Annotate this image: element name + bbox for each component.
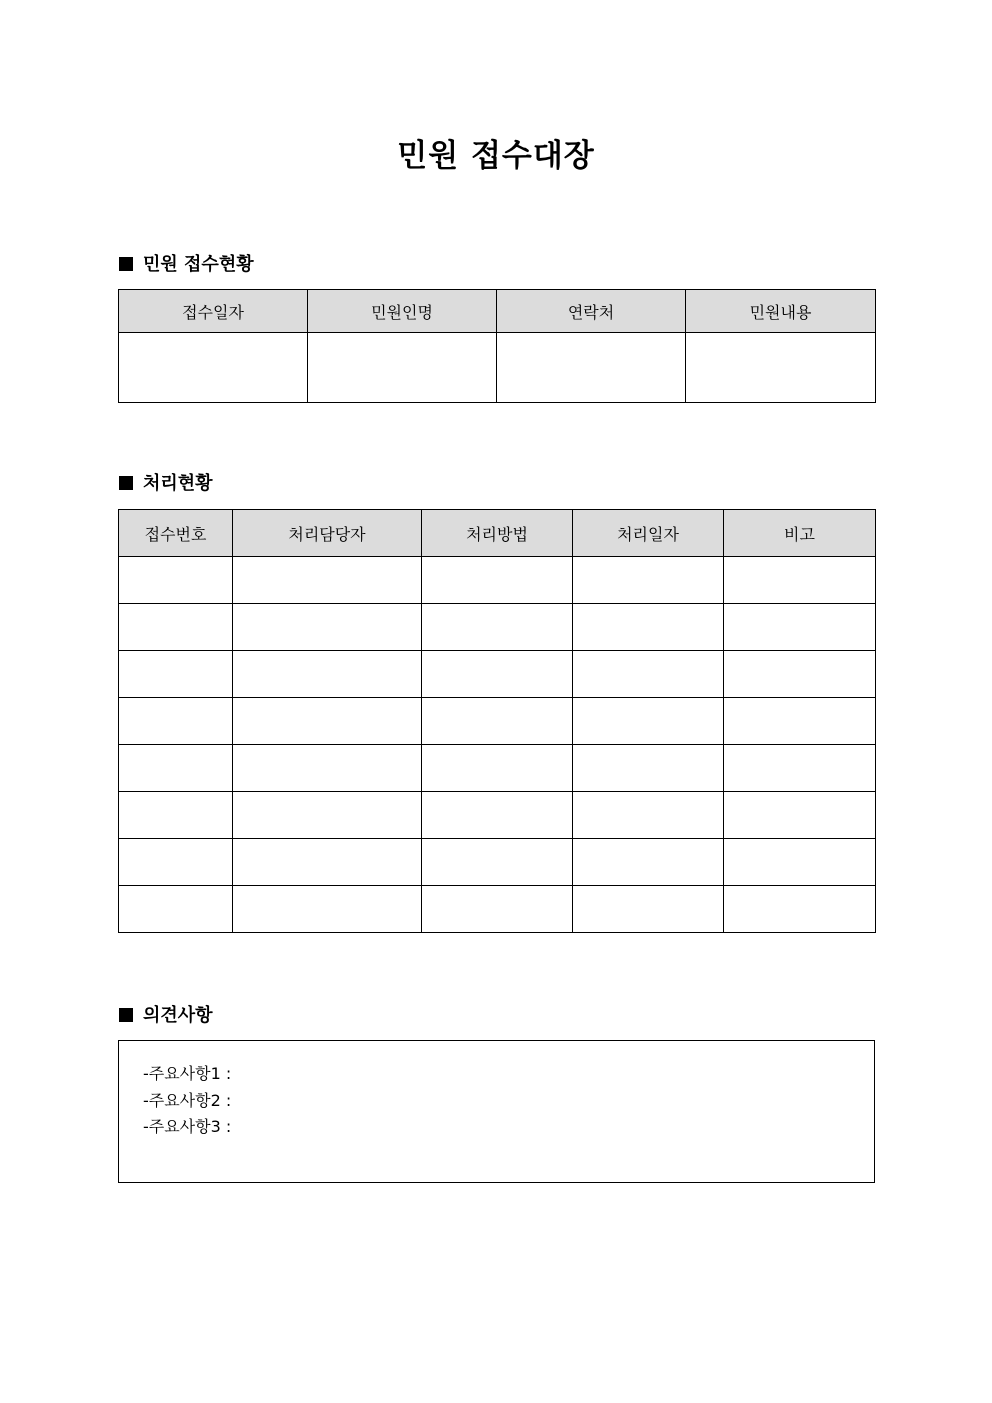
section-heading-process-label: 처리현황 (143, 473, 213, 494)
table-row (119, 333, 876, 403)
process-cell[interactable] (724, 792, 876, 839)
square-bullet-icon (119, 476, 133, 490)
section-heading-process (119, 472, 213, 496)
process-cell[interactable] (573, 886, 724, 933)
process-table (118, 509, 876, 933)
opinion-box[interactable] (118, 1040, 875, 1183)
section-heading-opinion (119, 1004, 213, 1028)
process-cell[interactable] (233, 651, 422, 698)
process-cell[interactable] (119, 604, 233, 651)
process-cell[interactable] (724, 745, 876, 792)
process-cell[interactable] (119, 886, 233, 933)
opinion-item: -주요사항2 : (143, 1090, 232, 1110)
process-cell[interactable] (233, 604, 422, 651)
square-bullet-icon (119, 257, 133, 271)
process-cell[interactable] (119, 651, 233, 698)
process-cell[interactable] (724, 886, 876, 933)
opinion-item: -주요사항3 : (143, 1117, 232, 1136)
table-row (119, 792, 876, 839)
process-cell[interactable] (119, 792, 233, 839)
process-cell[interactable] (422, 792, 573, 839)
intake-cell[interactable] (686, 333, 876, 403)
opinion-list (143, 1061, 231, 1141)
process-col-header: 접수번호 (119, 510, 233, 557)
process-col-header: 비고 (724, 510, 876, 557)
process-cell[interactable] (573, 604, 724, 651)
process-cell[interactable] (422, 698, 573, 745)
process-cell[interactable] (573, 651, 724, 698)
process-col-header: 처리담당자 (233, 510, 422, 557)
process-cell[interactable] (422, 745, 573, 792)
table-row (119, 604, 876, 651)
document-title: 민원 접수대장 (397, 138, 595, 174)
section-heading-intake-label: 민원 접수현황 (143, 254, 254, 275)
intake-cell[interactable] (119, 333, 308, 403)
intake-cell[interactable] (497, 333, 686, 403)
process-header-row (119, 510, 876, 557)
process-cell[interactable] (119, 557, 233, 604)
square-bullet-icon (119, 1008, 133, 1022)
process-cell[interactable] (233, 557, 422, 604)
intake-col-header: 민원내용 (686, 290, 876, 333)
table-row (119, 651, 876, 698)
process-cell[interactable] (422, 557, 573, 604)
intake-col-header: 접수일자 (119, 290, 308, 333)
process-cell[interactable] (573, 745, 724, 792)
process-cell[interactable] (119, 745, 233, 792)
intake-col-header: 연락처 (497, 290, 686, 333)
process-cell[interactable] (573, 792, 724, 839)
process-cell[interactable] (724, 651, 876, 698)
section-heading-opinion-label: 의견사항 (143, 1005, 213, 1026)
process-cell[interactable] (573, 698, 724, 745)
process-cell[interactable] (422, 839, 573, 886)
section-heading-intake (119, 253, 254, 277)
process-col-header: 처리방법 (422, 510, 573, 557)
intake-table (118, 289, 876, 403)
process-cell[interactable] (724, 698, 876, 745)
intake-cell[interactable] (308, 333, 497, 403)
intake-col-header: 민원인명 (308, 290, 497, 333)
process-cell[interactable] (233, 886, 422, 933)
intake-header-row (119, 290, 876, 333)
process-cell[interactable] (119, 698, 233, 745)
process-cell[interactable] (233, 792, 422, 839)
process-col-header: 처리일자 (573, 510, 724, 557)
process-cell[interactable] (573, 839, 724, 886)
process-cell[interactable] (119, 839, 233, 886)
process-cell[interactable] (422, 604, 573, 651)
table-row (119, 839, 876, 886)
process-cell[interactable] (233, 839, 422, 886)
process-cell[interactable] (422, 651, 573, 698)
table-row (119, 557, 876, 604)
table-row (119, 698, 876, 745)
opinion-item: -주요사항1 : (143, 1064, 232, 1083)
process-cell[interactable] (724, 839, 876, 886)
process-cell[interactable] (724, 557, 876, 604)
process-cell[interactable] (422, 886, 573, 933)
process-cell[interactable] (233, 698, 422, 745)
process-cell[interactable] (573, 557, 724, 604)
table-row (119, 886, 876, 933)
process-cell[interactable] (233, 745, 422, 792)
table-row (119, 745, 876, 792)
process-cell[interactable] (724, 604, 876, 651)
